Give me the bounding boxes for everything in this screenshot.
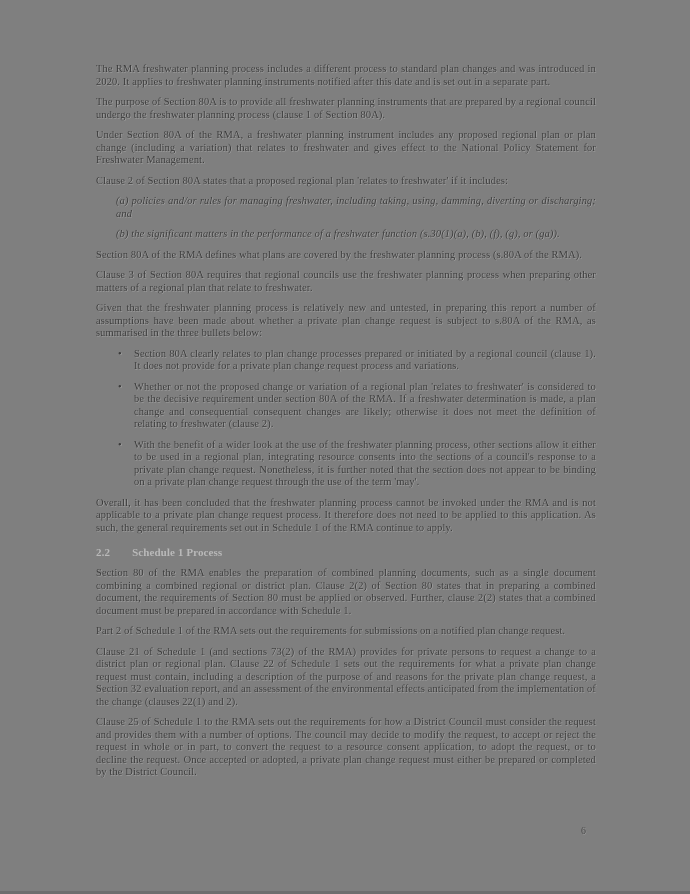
bullet-item: • Whether or not the proposed change or variation of a regional plan 'relates to freshwater' is considered to be the decisive requirement under section 80A of the RMA. If a freshwater determination is made, a plan change and consequential consequent changes are likely; otherwise it does not meet the definition of relating to freshwater (clause 2). [134, 382, 596, 432]
paragraph: Given that the freshwater planning process is relatively new and untested, in preparing this report a number of assumptions have been made about whether a private plan change request is subject to s.80A of the RMA, as summarised in the three bullets below: [96, 303, 596, 339]
paragraph: Clause 2 of Section 80A states that a proposed regional plan 'relates to freshwater' if it includes: [96, 175, 509, 187]
bullet-item: • Section 80A clearly relates to plan change processes prepared or initiated by a regional council (clause 1). It does not provide for a private plan change request process and variations. [134, 349, 596, 374]
paragraph: Clause 25 of Schedule 1 to the RMA sets out the requirements for how a District Council must consider the request and provides them with a number of options. The council may decide to modify the request, to accept or reject the request in whole or in part, to convert the request to a resource consent application, to adopt the request, or to decline the request. Once accepted or adopted, a private plan change request must either be prepared or completed by the District Council. [96, 717, 596, 778]
paragraph: Part 2 of Schedule 1 of the RMA sets out the requirements for submissions on a notified plan change request. [96, 626, 566, 637]
section-title: Schedule 1 Process [132, 547, 223, 559]
paragraph: The RMA freshwater planning process includes a different process to standard plan changes and was introduced in 2020. It applies to freshwater planning instruments notified after this date and is set out in a separate part. [96, 64, 596, 88]
document-body [96, 64, 596, 788]
page-number: 6 [581, 826, 586, 837]
paragraph: Section 80 of the RMA enables the preparation of combined planning documents, such as a single document combining a combined regional or district plan. Clause 2(2) of Section 80 states that in preparing a combined document, the requirements of Section 80 must be applied or observed. Further, clause 2(2) states that a combined document must be prepared in accordance with Schedule 1. [96, 568, 596, 617]
bullet-item: • With the benefit of a wider look at the use of the freshwater planning process, other sections allow it either to be used in a regional plan, integrating resource consents into the sections of a council's response to a private plan change request. Nonetheless, it is further noted that the section does not appear to be binding on a private plan change request through the use of the term 'may'. [134, 440, 596, 490]
paragraph: Section 80A of the RMA defines what plans are covered by the freshwater planning process (s.80A of the RMA). [96, 249, 583, 261]
paragraph: Clause 3 of Section 80A requires that regional councils use the freshwater planning process when preparing other matters of a regional plan that relate to freshwater. [96, 270, 596, 294]
section-heading [96, 547, 596, 560]
paragraph: Under Section 80A of the RMA, a freshwater planning instrument includes any proposed regional plan or plan change (including a variation) that relates to freshwater and gives effect to the National Policy Statement for Freshwater Management. [96, 130, 596, 166]
list-item-a: (a) policies and/or rules for managing freshwater, including taking, using, damming, diverting or discharging; and [116, 196, 596, 220]
paragraph: Overall, it has been concluded that the freshwater planning process cannot be invoked under the RMA and is not applicable to a private plan change request process. It therefore does not need to be applied to this application. As such, the general requirements set out in Schedule 1 of the RMA continue to apply. [96, 497, 596, 534]
section-number: 2.2 [96, 547, 111, 559]
bullet-list [96, 349, 596, 490]
list-item-b: (b) the significant matters in the performance of a freshwater function (s.30(1)(a), (b), (f), (g), or (ga)). [116, 229, 560, 240]
paragraph: The purpose of Section 80A is to provide all freshwater planning instruments that are prepared by a regional council undergo the freshwater planning process (clause 1 of Section 80A). [96, 97, 596, 121]
paragraph: Clause 21 of Schedule 1 (and sections 73(2) of the RMA) provides for private persons to request a change to a district plan or regional plan. Clause 22 of Schedule 1 sets out the requirements for what a private plan change request must contain, including a description of the purpose of and reasons for the private plan change request, a Section 32 evaluation report, and an assessment of the environmental effects anticipated from the implementation of the change (clauses 22(1) and 2). [96, 646, 596, 708]
